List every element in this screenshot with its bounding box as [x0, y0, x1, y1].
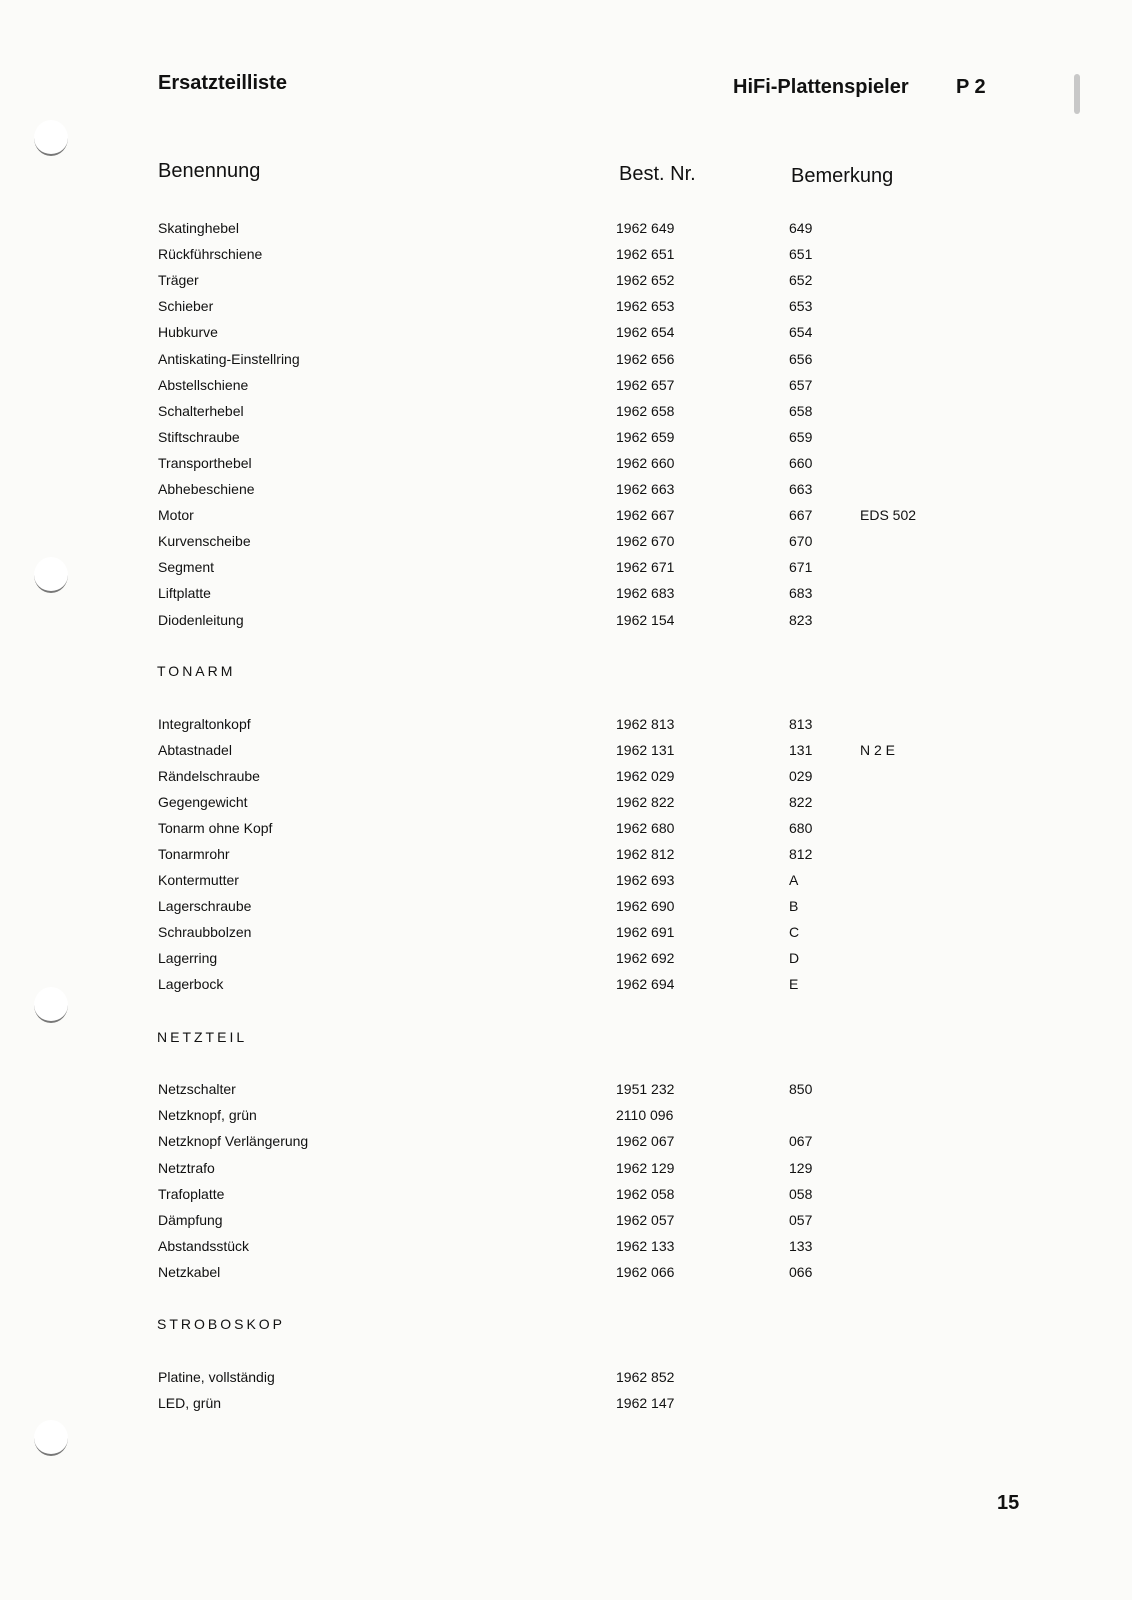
order-number: 1962 822 [616, 794, 675, 810]
order-number: 1962 852 [616, 1369, 675, 1385]
part-name: Schalterhebel [158, 402, 244, 419]
table-row [0, 950, 1132, 974]
part-code: 680 [789, 820, 813, 836]
part-code: 660 [789, 454, 813, 471]
part-name: LED, grün [158, 1395, 222, 1411]
table-row [0, 220, 1132, 244]
part-name: Kontermutter [158, 872, 239, 888]
order-number: 1962 656 [616, 350, 675, 367]
part-code: C [789, 924, 800, 940]
section-heading-tonarm: TONARM [157, 663, 236, 679]
table-row [0, 481, 1132, 505]
table-row [0, 976, 1132, 1000]
product-title: HiFi-Plattenspieler [733, 76, 909, 98]
part-code: 654 [789, 324, 813, 341]
order-number: 1951 232 [616, 1081, 675, 1097]
part-name: Integraltonkopf [158, 716, 251, 732]
table-row [0, 794, 1132, 818]
part-code: 822 [789, 794, 813, 810]
part-code: 667 [789, 507, 813, 524]
part-code: 670 [789, 533, 813, 550]
table-row [0, 533, 1132, 557]
part-name: Schraubbolzen [158, 924, 252, 940]
section-heading-netzteil: NETZTEIL [157, 1029, 248, 1045]
part-name: Gegengewicht [158, 794, 248, 810]
table-row [0, 324, 1132, 348]
table-row [0, 898, 1132, 922]
order-number: 1962 694 [616, 976, 675, 992]
punch-hole [34, 1420, 68, 1456]
order-number: 1962 133 [616, 1238, 675, 1255]
order-number: 1962 129 [616, 1159, 675, 1176]
part-code: 649 [789, 220, 813, 236]
part-code: 658 [789, 402, 813, 419]
table-row [0, 1212, 1132, 1236]
table-row [0, 1186, 1132, 1210]
part-code: 067 [789, 1133, 813, 1150]
part-name: Hubkurve [158, 324, 218, 341]
part-code: 850 [789, 1081, 813, 1097]
part-name: Dämpfung [158, 1212, 223, 1228]
part-code: E [789, 976, 799, 992]
order-number: 1962 154 [616, 611, 675, 628]
order-number: 1962 057 [616, 1212, 675, 1228]
part-name: Lagerbock [158, 976, 224, 992]
part-code: 671 [789, 559, 813, 576]
part-name: Träger [158, 272, 199, 289]
page-number: 15 [997, 1492, 1020, 1514]
part-code: 683 [789, 585, 813, 602]
part-name: Lagerring [158, 950, 218, 966]
table-row [0, 612, 1132, 636]
part-code: 663 [789, 481, 813, 497]
part-name: Platine, vollständig [158, 1369, 275, 1385]
punch-hole [34, 120, 68, 156]
column-header-order-number: Best. Nr. [619, 163, 696, 185]
order-number: 1962 680 [616, 820, 675, 836]
part-name: Liftplatte [158, 585, 211, 602]
order-number: 1962 029 [616, 768, 675, 784]
part-code: 651 [789, 246, 813, 263]
part-code: 029 [789, 768, 813, 784]
document-title: Ersatzteilliste [158, 72, 287, 94]
part-name: Trafoplatte [158, 1185, 225, 1202]
order-number: 1962 658 [616, 402, 675, 419]
part-code: 812 [789, 846, 813, 862]
part-name: Abstellschiene [158, 376, 249, 393]
table-row [0, 403, 1132, 427]
table-row [0, 272, 1132, 296]
part-code: 656 [789, 350, 813, 367]
table-row [0, 716, 1132, 740]
table-row [0, 585, 1132, 609]
table-row [0, 1238, 1132, 1262]
order-number: 1962 651 [616, 246, 675, 263]
part-code: D [789, 950, 800, 966]
order-number: 1962 649 [616, 220, 675, 236]
table-row [0, 351, 1132, 375]
part-name: Diodenleitung [158, 611, 244, 628]
part-name: Motor [158, 507, 194, 524]
part-name: Tonarmrohr [158, 846, 230, 862]
order-number: 1962 670 [616, 533, 675, 550]
order-number: 1962 660 [616, 454, 675, 471]
table-row [0, 1081, 1132, 1105]
part-code: A [789, 872, 799, 888]
binder-clip-mark [1074, 74, 1080, 114]
part-name: Abstandsstück [158, 1238, 250, 1255]
order-number: 1962 813 [616, 716, 675, 732]
section-heading-stroboskop: STROBOSKOP [157, 1316, 286, 1332]
part-code: 653 [789, 298, 813, 315]
part-name: Netzkabel [158, 1264, 221, 1281]
order-number: 1962 691 [616, 924, 675, 940]
table-row [0, 298, 1132, 322]
part-code: 057 [789, 1212, 813, 1228]
part-code: 133 [789, 1238, 813, 1255]
table-row [0, 1369, 1132, 1393]
part-code: 659 [789, 428, 813, 445]
part-code: 131 [789, 742, 813, 758]
table-row [0, 1264, 1132, 1288]
part-code: 652 [789, 272, 813, 289]
table-row [0, 507, 1132, 531]
part-name: Stiftschraube [158, 428, 240, 445]
table-row [0, 377, 1132, 401]
table-row [0, 872, 1132, 896]
table-row [0, 1107, 1132, 1131]
order-number: 1962 663 [616, 481, 675, 497]
order-number: 2110 096 [616, 1107, 674, 1124]
part-name: Lagerschraube [158, 898, 252, 914]
part-name: Netzknopf Verlängerung [158, 1133, 309, 1150]
part-code: 129 [789, 1159, 813, 1176]
part-code: 813 [789, 716, 813, 732]
part-name: Abhebeschiene [158, 481, 255, 497]
order-number: 1962 667 [616, 507, 675, 524]
part-note: EDS 502 [860, 507, 917, 524]
order-number: 1962 692 [616, 950, 675, 966]
part-name: Schieber [158, 298, 214, 315]
order-number: 1962 652 [616, 272, 675, 289]
table-row [0, 559, 1132, 583]
order-number: 1962 067 [616, 1133, 675, 1150]
order-number: 1962 659 [616, 428, 675, 445]
part-code: B [789, 898, 799, 914]
part-name: Netzknopf, grün [158, 1107, 257, 1124]
model-label: P 2 [956, 76, 986, 98]
order-number: 1962 058 [616, 1185, 675, 1202]
column-header-remark: Bemerkung [791, 165, 894, 187]
table-row [0, 924, 1132, 948]
table-row [0, 1133, 1132, 1157]
part-name: Rückführschiene [158, 246, 263, 263]
part-name: Antiskating-Einstellring [158, 350, 300, 367]
part-name: Transporthebel [158, 454, 252, 471]
table-row [0, 246, 1132, 270]
part-name: Abtastnadel [158, 742, 232, 758]
order-number: 1962 657 [616, 376, 675, 393]
order-number: 1962 690 [616, 898, 675, 914]
order-number: 1962 147 [616, 1395, 675, 1411]
order-number: 1962 693 [616, 872, 675, 888]
part-name: Kurvenscheibe [158, 533, 251, 550]
part-code: 066 [789, 1264, 813, 1281]
part-name: Netztrafo [158, 1159, 215, 1176]
part-name: Rändelschraube [158, 768, 260, 784]
part-name: Tonarm ohne Kopf [158, 820, 273, 836]
order-number: 1962 812 [616, 846, 675, 862]
table-row [0, 429, 1132, 453]
part-name: Segment [158, 559, 215, 576]
order-number: 1962 066 [616, 1264, 675, 1281]
order-number: 1962 654 [616, 324, 675, 341]
table-row [0, 742, 1132, 766]
table-row [0, 455, 1132, 479]
table-row [0, 846, 1132, 870]
order-number: 1962 683 [616, 585, 675, 602]
table-row [0, 1160, 1132, 1184]
table-row [0, 768, 1132, 792]
order-number: 1962 131 [616, 742, 675, 758]
table-row [0, 1395, 1132, 1419]
part-code: 058 [789, 1185, 813, 1202]
order-number: 1962 653 [616, 298, 675, 315]
part-name: Netzschalter [158, 1081, 236, 1097]
part-code: 657 [789, 376, 813, 393]
column-header-name: Benennung [158, 160, 261, 182]
part-note: N 2 E [860, 742, 896, 758]
part-code: 823 [789, 611, 813, 628]
order-number: 1962 671 [616, 559, 675, 576]
part-name: Skatinghebel [158, 220, 239, 236]
table-row [0, 820, 1132, 844]
